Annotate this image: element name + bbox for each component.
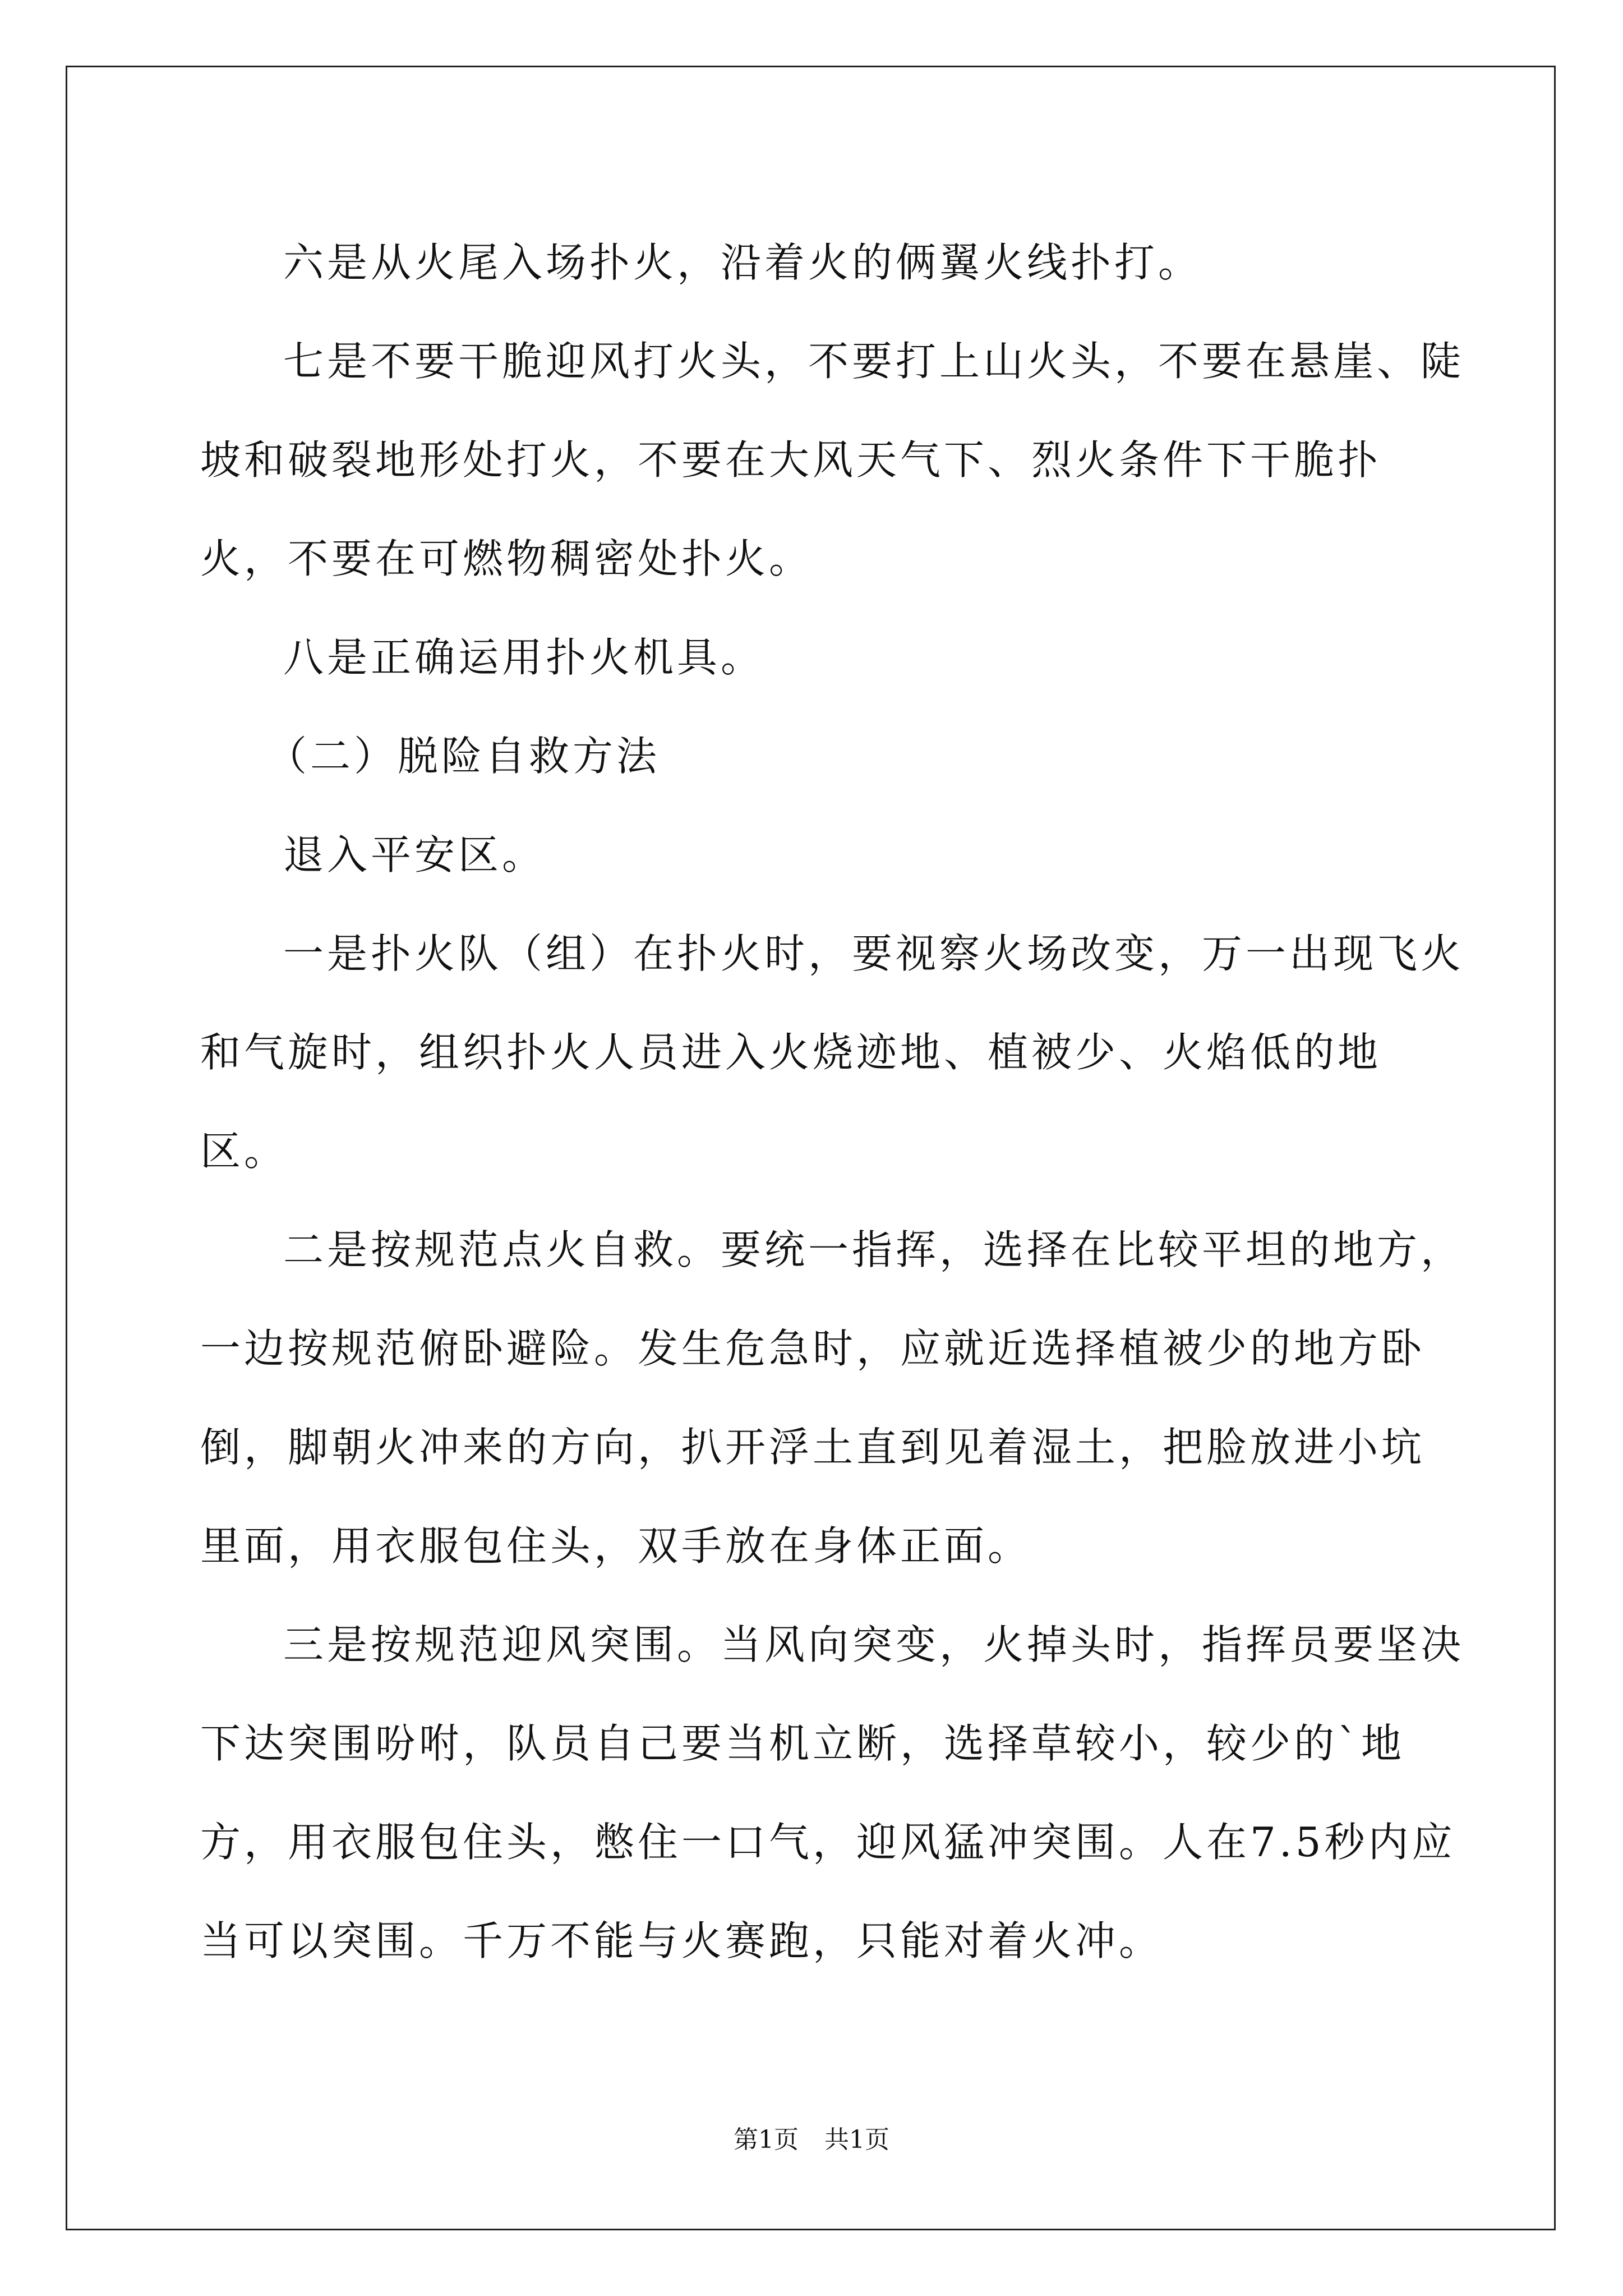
paragraph-1: 一是扑火队（组）在扑火时，要视察火场改变，万一出现飞火和气旋时，组织扑火人员进入火烧迹地、植被少、火焰低的地区。 bbox=[200, 930, 1465, 1175]
section-heading: （二）脱险自救方法 bbox=[266, 733, 661, 780]
paragraph-retreat: 退入平安区。 bbox=[283, 831, 546, 878]
page-number: 第1页 bbox=[734, 2125, 799, 2154]
paragraph-8: 八是正确运用扑火机具。 bbox=[283, 634, 765, 681]
paragraph-3: 三是按规范迎风突围。当风向突变，火掉头时，指挥员要坚决下达突围吩咐，队员自己要当机立断，选择草较小，较少的`地方，用衣服包住头，憋住一口气，迎风猛冲突围。人在7.5秒内应当可以突围。千万不能与火赛跑，只能对着火冲。 bbox=[200, 1621, 1465, 1964]
document-body bbox=[200, 213, 1468, 1990]
paragraph-6: 六是从火尾入场扑火，沿着火的俩翼火线扑打。 bbox=[283, 239, 1202, 286]
page-footer bbox=[0, 2123, 1623, 2157]
page-total: 共1页 bbox=[824, 2125, 889, 2154]
paragraph-7: 七是不要干脆迎风打火头，不要打上山火头，不要在悬崖、陡坡和破裂地形处打火，不要在大风天气下、烈火条件下干脆扑火，不要在可燃物稠密处扑火。 bbox=[200, 338, 1465, 582]
paragraph-2: 二是按规范点火自救。要统一指挥，选择在比较平坦的地方，一边按规范俯卧避险。发生危急时，应就近选择植被少的地方卧倒，脚朝火冲来的方向，扒开浮土直到见着湿土，把脸放进小坑里面，用衣服包住头，双手放在身体正面。 bbox=[200, 1226, 1465, 1570]
